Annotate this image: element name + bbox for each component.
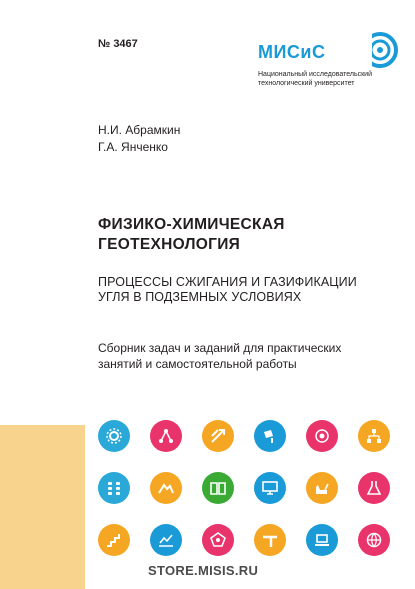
logo-name: МИСиС [258,42,326,62]
author-2: Г.А. Янченко [98,140,168,154]
pipes-icon [254,524,286,556]
misis-logo [258,30,408,100]
authors [98,122,180,156]
book-title [98,215,285,255]
grid-icon [98,472,130,504]
title-line2: ГЕОТЕХНОЛОГИЯ [98,236,241,253]
molecule-icon [150,420,182,452]
flask-icon [358,472,390,504]
stairs-icon [98,524,130,556]
icon-grid [98,420,398,560]
title-line1: ФИЗИКО-ХИМИЧЕСКАЯ [98,216,285,233]
publication-number: № 3467 [98,38,138,50]
store-link[interactable]: STORE.MISIS.RU [148,563,259,578]
decorative-band [0,425,85,589]
description-line2: занятий и самостоятельной работы [98,357,297,371]
author-1: Н.И. Абрамкин [98,123,181,137]
logo-subtitle [258,70,388,88]
atom-icon [306,420,338,452]
monitor-icon [254,472,286,504]
laptop-icon [306,524,338,556]
arrows-icon [202,420,234,452]
chart-icon [150,524,182,556]
pentagon-icon [202,524,234,556]
book-description [98,340,398,372]
hierarchy-icon [358,420,390,452]
book-icon [202,472,234,504]
subtitle-line1: ПРОЦЕССЫ СЖИГАНИЯ И ГАЗИФИКАЦИИ [98,275,357,289]
subtitle-line2: УГЛЯ В ПОДЗЕМНЫХ УСЛОВИЯХ [98,290,302,304]
logo-subtitle-line1: Национальный исследовательский [258,71,372,78]
logo-subtitle-line2: технологический университет [258,80,355,87]
mountain-icon [150,472,182,504]
description-line1: Сборник задач и заданий для практических [98,341,342,355]
gear-icon [98,420,130,452]
globe-icon [358,524,390,556]
excavator-icon [306,472,338,504]
book-subtitle [98,275,357,305]
pouring-icon [254,420,286,452]
logo-mark-icon [340,30,404,70]
